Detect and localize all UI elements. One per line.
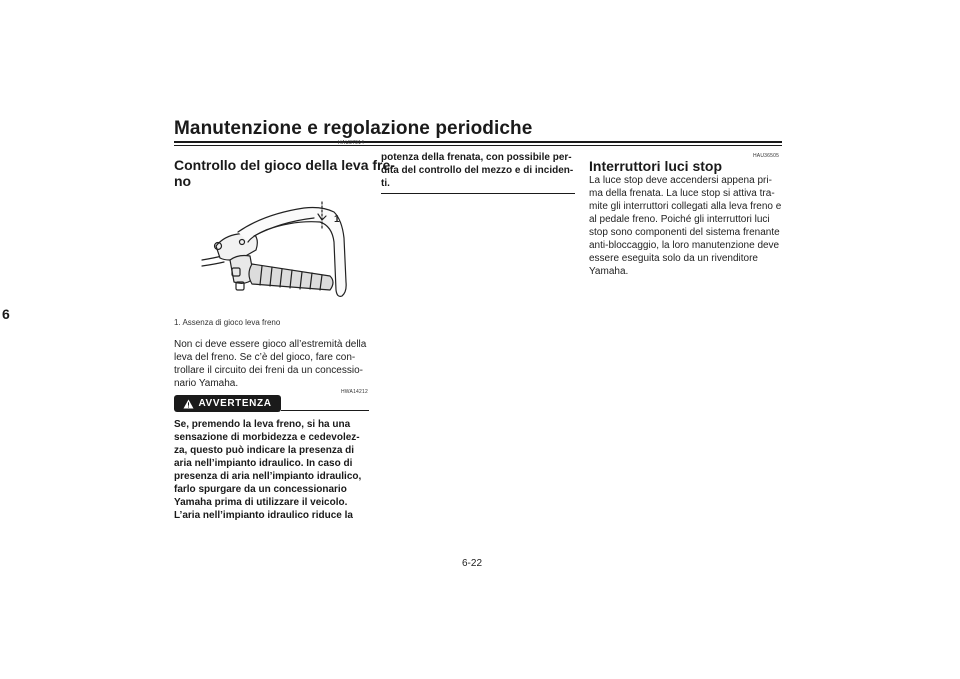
warning-line: dita del controllo del mezzo e di inciden- [381, 165, 574, 176]
paragraph-line: ma della frenata. La luce stop si attiva tra- [589, 188, 775, 199]
paragraph-line: Non ci deve essere gioco all’estremità della [174, 339, 367, 350]
warning-line: Se, premendo la leva freno, si ha una [174, 419, 351, 430]
stop-switches-paragraph [589, 174, 782, 278]
title-rule [174, 141, 782, 143]
heading-line: Controllo del gioco della leva fre- [174, 157, 395, 173]
page-number: 6-22 [462, 558, 483, 569]
paragraph-line: essere eseguita solo da un rivenditore [589, 253, 758, 264]
figure-callout-number: 1 [334, 214, 340, 225]
warning-line: presenza di aria nell’impianto idraulico, [174, 471, 362, 482]
heading-line: no [174, 173, 192, 189]
warning-line: farlo spurgare da un concessionario [174, 484, 347, 495]
paragraph-line: nario Yamaha. [174, 378, 239, 389]
paragraph-line: leva del freno. Se c’è del gioco, fare con- [174, 352, 356, 363]
warning-line: ti. [381, 178, 390, 189]
warning-line: aria nell’impianto idraulico. In caso di [174, 458, 353, 469]
warning-line: L’aria nell’impianto idraulico riduce la [174, 510, 353, 521]
warning-triangle-icon [183, 399, 194, 409]
warning-rule [281, 410, 369, 411]
title-rule-thin [174, 145, 782, 146]
section-code: HAU36505 [753, 153, 780, 159]
brake-lever-paragraph [174, 338, 369, 390]
warning-line: za, questo può indicare la presenza di [174, 445, 355, 456]
paragraph-line: anti-bloccaggio, la loro manutenzione deve [589, 240, 780, 251]
section-heading-stop-switches: Interruttori luci stop [589, 158, 722, 174]
warning-line: potenza della frenata, con possibile per- [381, 152, 572, 163]
warning-label: AVVERTENZA [198, 398, 272, 409]
warning-continuation [381, 151, 575, 190]
paragraph-line: Yamaha. [589, 266, 629, 277]
section-heading-brake-lever [174, 157, 395, 189]
paragraph-line: stop sono componenti del sistema frenante [589, 227, 780, 238]
warning-badge [174, 395, 281, 412]
warning-end-rule [381, 193, 575, 194]
warning-line: Yamaha prima di utilizzare il veicolo. [174, 497, 348, 508]
paragraph-line: mite gli interruttori collegati alla leva freno e [589, 201, 782, 212]
warning-text [174, 418, 369, 522]
warning-line: sensazione di morbidezza e cedevolez- [174, 432, 360, 443]
warning-code: HWA14212 [341, 389, 368, 395]
chapter-tab: 6 [2, 306, 10, 322]
paragraph-line: trollare il circuito dei freni da un concessio- [174, 365, 363, 376]
paragraph-line: La luce stop deve accendersi appena pri- [589, 175, 772, 186]
figure-caption: 1. Assenza di gioco leva freno [174, 318, 281, 327]
paragraph-line: al pedale freno. Poiché gli interruttori luci [589, 214, 770, 225]
page-title: Manutenzione e regolazione periodiche [174, 118, 533, 139]
brake-lever-illustration [194, 198, 354, 310]
section-code: HAU37914 [338, 140, 365, 146]
